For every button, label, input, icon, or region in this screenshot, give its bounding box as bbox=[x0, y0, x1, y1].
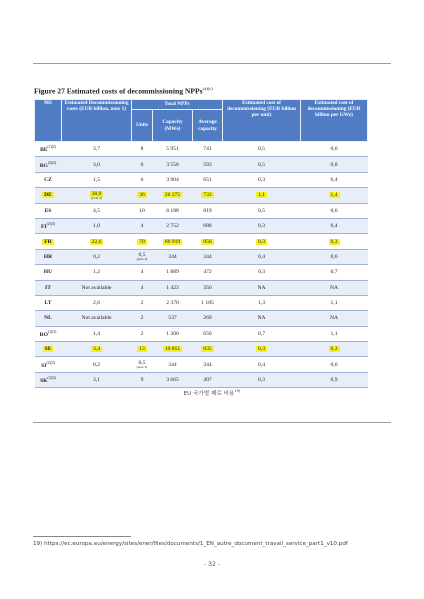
ms-note-ref: (2)(3) bbox=[48, 329, 57, 334]
cell-average-capacity bbox=[193, 188, 223, 203]
cost-per-unit-value: 0,3 bbox=[258, 238, 265, 245]
ms-note-ref: (2)(3) bbox=[47, 160, 57, 165]
cost-per-unit-value: 0,3 bbox=[258, 377, 265, 384]
estimated-cost-value: 3,1 bbox=[93, 377, 100, 384]
cell-cost-per-unit bbox=[223, 372, 301, 387]
cost-per-gwe-value: 0,4 bbox=[330, 223, 338, 230]
cell-cost-per-gwe bbox=[301, 218, 368, 233]
cell-ms bbox=[35, 142, 62, 157]
capacity-value: 10 851 bbox=[164, 346, 181, 353]
cost-per-gwe-value: NA bbox=[329, 315, 339, 322]
cell-ms bbox=[35, 234, 62, 249]
estimated-cost-value: 22,6 bbox=[91, 238, 102, 245]
ms-code: SE bbox=[44, 346, 52, 353]
cell-units bbox=[132, 142, 153, 157]
cell-average-capacity bbox=[193, 234, 223, 249]
top-rule bbox=[33, 63, 391, 64]
cell-ms bbox=[35, 295, 62, 310]
units-value: 6 bbox=[140, 176, 144, 183]
header-estimated-costs: Estimated Decommissioning costs (EUR billion, note 1) bbox=[62, 100, 132, 142]
ms-code: BG bbox=[39, 162, 48, 169]
capacity-value: 3 558 bbox=[166, 161, 179, 168]
estimated-cost-value: Not available bbox=[81, 284, 112, 291]
cost-per-unit-value: 0,7 bbox=[258, 330, 265, 337]
cell-ms bbox=[35, 357, 62, 372]
cell-cost-per-gwe bbox=[301, 249, 368, 264]
cell-estimated-cost bbox=[62, 326, 132, 341]
ms-code: FR bbox=[44, 238, 52, 245]
ms-code: NL bbox=[44, 315, 52, 322]
cost-per-unit-value: 0,3 bbox=[258, 176, 265, 183]
header-units: Units bbox=[132, 110, 153, 142]
cell-cost-per-unit bbox=[223, 142, 301, 157]
figure-caption: EU 국가별 폐로 비용$^{19)}$ bbox=[183, 389, 241, 397]
estimated-cost-value: 1,2 bbox=[93, 269, 100, 276]
cell-capacity bbox=[153, 172, 193, 187]
cell-cost-per-gwe bbox=[301, 342, 368, 357]
cell-ms bbox=[35, 342, 62, 357]
cell-units bbox=[132, 218, 153, 233]
capacity-value: 2 752 bbox=[166, 223, 179, 230]
cell-units bbox=[132, 357, 153, 372]
estimated-cost-value: 38,0 bbox=[91, 190, 102, 197]
ms-code: ES bbox=[44, 207, 52, 214]
cell-ms bbox=[35, 218, 62, 233]
cell-cost-per-unit bbox=[223, 234, 301, 249]
cost-per-gwe-value: 1,1 bbox=[330, 330, 338, 337]
units-value: 10 bbox=[139, 207, 145, 214]
estimated-cost-value: 4,5 bbox=[93, 207, 100, 214]
capacity-value: 537 bbox=[168, 315, 177, 322]
cell-ms bbox=[35, 326, 62, 341]
cell-capacity bbox=[153, 372, 193, 387]
cell-estimated-cost bbox=[62, 172, 132, 187]
cell-units bbox=[132, 372, 153, 387]
cost-per-unit-value: 1,1 bbox=[258, 192, 265, 199]
cost-per-gwe-value: NA bbox=[329, 284, 339, 291]
capacity-value: 1 889 bbox=[166, 269, 179, 276]
cell-capacity bbox=[153, 357, 193, 372]
cost-per-unit-value: 0,4 bbox=[258, 361, 265, 368]
cell-estimated-cost bbox=[62, 234, 132, 249]
capacity-value: 1 423 bbox=[166, 284, 179, 291]
ms-code: RO bbox=[39, 331, 48, 338]
cell-average-capacity bbox=[193, 280, 223, 295]
cell-average-capacity bbox=[193, 157, 223, 172]
footnote: 19) https://ec.europa.eu/energy/sites/ener/files/documents/1_EN_autre_document_travail_service_part1_v10.pdf bbox=[33, 541, 348, 547]
cell-cost-per-gwe bbox=[301, 172, 368, 187]
cell-estimated-cost bbox=[62, 342, 132, 357]
table-body bbox=[35, 142, 368, 388]
average-capacity-value: 819 bbox=[203, 207, 212, 214]
cell-ms bbox=[35, 172, 62, 187]
estimated-cost-value: 0,2 bbox=[93, 253, 100, 260]
units-value: 6 bbox=[140, 161, 144, 168]
cost-per-unit-value: 1,3 bbox=[258, 300, 265, 307]
cell-units bbox=[132, 280, 153, 295]
capacity-value: 2 370 bbox=[166, 300, 179, 307]
page-number: - 32 - bbox=[203, 561, 221, 568]
estimated-cost-value: 1,5 bbox=[93, 176, 100, 183]
cost-per-gwe-value: 0,3 bbox=[330, 346, 338, 353]
average-capacity-value: 741 bbox=[203, 146, 212, 153]
estimated-cost-note: (note 2) bbox=[91, 195, 102, 200]
cost-per-gwe-value: 0,9 bbox=[330, 377, 338, 384]
cell-capacity bbox=[153, 326, 193, 341]
cell-cost-per-gwe bbox=[301, 265, 368, 280]
table-row bbox=[35, 218, 368, 233]
table-row bbox=[35, 372, 368, 387]
cell-cost-per-gwe bbox=[301, 372, 368, 387]
average-capacity-value: 651 bbox=[203, 176, 212, 183]
cost-per-gwe-value: 0,6 bbox=[330, 361, 338, 368]
ms-code: DE bbox=[44, 192, 52, 199]
cell-cost-per-unit bbox=[223, 203, 301, 218]
cell-units bbox=[132, 249, 153, 264]
cell-average-capacity bbox=[193, 295, 223, 310]
cost-per-unit-value: 0,5 bbox=[258, 161, 265, 168]
table-row bbox=[35, 234, 368, 249]
cost-per-gwe-value: 0,7 bbox=[330, 269, 338, 276]
cell-cost-per-unit bbox=[223, 357, 301, 372]
units-note: (note 3) bbox=[136, 364, 148, 369]
cell-units bbox=[132, 157, 153, 172]
cell-capacity bbox=[153, 203, 193, 218]
ms-code: HR bbox=[43, 253, 53, 260]
cost-per-gwe-value: 0,6 bbox=[330, 207, 338, 214]
average-capacity-value: 593 bbox=[203, 161, 212, 168]
cell-cost-per-gwe bbox=[301, 311, 368, 326]
cell-cost-per-unit bbox=[223, 172, 301, 187]
cell-cost-per-unit bbox=[223, 280, 301, 295]
cell-average-capacity bbox=[193, 311, 223, 326]
estimated-cost-value: 1,4 bbox=[93, 330, 100, 337]
table-row bbox=[35, 280, 368, 295]
cell-average-capacity bbox=[193, 203, 223, 218]
cell-units bbox=[132, 265, 153, 280]
cell-ms bbox=[35, 203, 62, 218]
cell-ms bbox=[35, 249, 62, 264]
cell-units bbox=[132, 188, 153, 203]
units-note: (note 3) bbox=[136, 257, 148, 262]
units-value: 4 bbox=[140, 223, 144, 230]
header-cost-per-gwe: Estimated cost of decommissioning (EUR billion per GWe) bbox=[301, 100, 368, 142]
cell-units bbox=[132, 295, 153, 310]
units-value: 9 bbox=[140, 377, 144, 384]
estimated-cost-value: 1,0 bbox=[93, 223, 100, 230]
units-value: 2 bbox=[140, 315, 144, 322]
table-row bbox=[35, 295, 368, 310]
cell-capacity bbox=[153, 249, 193, 264]
ms-code: LT bbox=[44, 300, 52, 307]
cell-average-capacity bbox=[193, 142, 223, 157]
units-value: 0,5 bbox=[138, 359, 146, 366]
cell-estimated-cost bbox=[62, 295, 132, 310]
cell-capacity bbox=[153, 234, 193, 249]
estimated-cost-value: 0,2 bbox=[93, 361, 100, 368]
cell-ms bbox=[35, 157, 62, 172]
cell-ms bbox=[35, 311, 62, 326]
estimated-cost-value: 2,6 bbox=[93, 300, 100, 307]
cost-per-gwe-value: 1,1 bbox=[330, 300, 338, 307]
cell-cost-per-gwe bbox=[301, 295, 368, 310]
table-row bbox=[35, 265, 368, 280]
cell-cost-per-gwe bbox=[301, 234, 368, 249]
units-value: 70 bbox=[139, 238, 145, 245]
units-value: 8 bbox=[140, 146, 144, 153]
cell-estimated-cost bbox=[62, 372, 132, 387]
cell-estimated-cost bbox=[62, 280, 132, 295]
header-total-npps: Total NPPs bbox=[132, 100, 223, 110]
table-row bbox=[35, 342, 368, 357]
cell-cost-per-gwe bbox=[301, 188, 368, 203]
units-value: 36 bbox=[139, 192, 145, 199]
estimated-cost-value: 3,4 bbox=[93, 346, 100, 353]
table-row bbox=[35, 157, 368, 172]
cell-units bbox=[132, 172, 153, 187]
cell-units bbox=[132, 326, 153, 341]
average-capacity-value: 269 bbox=[203, 315, 212, 322]
cell-cost-per-unit bbox=[223, 311, 301, 326]
cost-per-unit-value: 0,5 bbox=[258, 146, 265, 153]
units-value: 4 bbox=[140, 269, 144, 276]
cell-cost-per-gwe bbox=[301, 157, 368, 172]
header-cost-per-unit: Estimated cost of decommissioning (EUR billion per unit) bbox=[223, 100, 301, 142]
average-capacity-value: 356 bbox=[203, 284, 212, 291]
capacity-value: 66 919 bbox=[164, 238, 181, 245]
units-value: 4 bbox=[140, 284, 144, 291]
cost-per-unit-value: NA bbox=[257, 284, 266, 291]
cell-average-capacity bbox=[193, 172, 223, 187]
cell-capacity bbox=[153, 342, 193, 357]
cost-per-unit-value: 0,3 bbox=[258, 223, 265, 230]
ms-code: HU bbox=[43, 269, 53, 276]
units-value: 13 bbox=[139, 346, 145, 353]
capacity-value: 1 300 bbox=[166, 330, 179, 337]
cell-cost-per-unit bbox=[223, 326, 301, 341]
capacity-value: 8 188 bbox=[166, 207, 179, 214]
cell-estimated-cost bbox=[62, 142, 132, 157]
cell-average-capacity bbox=[193, 357, 223, 372]
cost-per-unit-value: 0,4 bbox=[258, 253, 265, 260]
cell-estimated-cost bbox=[62, 157, 132, 172]
cell-cost-per-gwe bbox=[301, 142, 368, 157]
units-value: 0,5 bbox=[138, 252, 146, 259]
average-capacity-value: 650 bbox=[203, 330, 212, 337]
ms-code: BE bbox=[40, 147, 48, 154]
average-capacity-value: 407 bbox=[203, 377, 212, 384]
figure-title: Figure 27 Estimated costs of decommissioning NPPs$^{(a)(c)}$ bbox=[34, 86, 213, 96]
capacity-value: 5 951 bbox=[166, 146, 179, 153]
cell-capacity bbox=[153, 218, 193, 233]
cell-cost-per-unit bbox=[223, 157, 301, 172]
cell-average-capacity bbox=[193, 265, 223, 280]
cell-cost-per-unit bbox=[223, 188, 301, 203]
cell-estimated-cost bbox=[62, 265, 132, 280]
cell-cost-per-unit bbox=[223, 295, 301, 310]
header-average-capacity: Average capacity bbox=[193, 110, 223, 142]
cell-estimated-cost bbox=[62, 249, 132, 264]
footnote-rule bbox=[33, 536, 131, 537]
cell-cost-per-gwe bbox=[301, 280, 368, 295]
cell-ms bbox=[35, 265, 62, 280]
cell-estimated-cost bbox=[62, 311, 132, 326]
units-value: 2 bbox=[140, 300, 144, 307]
cell-ms bbox=[35, 280, 62, 295]
cell-cost-per-gwe bbox=[301, 326, 368, 341]
cell-estimated-cost bbox=[62, 218, 132, 233]
ms-note-ref: (2)(3) bbox=[46, 360, 55, 365]
cost-per-gwe-value: 0,4 bbox=[330, 176, 338, 183]
ms-code: SK bbox=[40, 377, 48, 384]
average-capacity-value: 1 185 bbox=[201, 300, 214, 307]
average-capacity-value: 835 bbox=[203, 346, 212, 353]
estimated-cost-value: 3,0 bbox=[93, 161, 100, 168]
cell-capacity bbox=[153, 311, 193, 326]
cost-per-gwe-value: 1,4 bbox=[330, 192, 338, 199]
cell-average-capacity bbox=[193, 249, 223, 264]
cost-per-gwe-value: 0,3 bbox=[330, 238, 338, 245]
cell-units bbox=[132, 234, 153, 249]
table-row bbox=[35, 326, 368, 341]
capacity-value: 3 904 bbox=[166, 176, 179, 183]
ms-note-ref: (2)(3) bbox=[46, 222, 55, 227]
cell-capacity bbox=[153, 142, 193, 157]
cell-cost-per-unit bbox=[223, 249, 301, 264]
average-capacity-value: 344 bbox=[203, 361, 212, 368]
cell-capacity bbox=[153, 280, 193, 295]
cell-capacity bbox=[153, 157, 193, 172]
cost-per-unit-value: 0,3 bbox=[258, 269, 265, 276]
estimated-cost-value: 3,7 bbox=[93, 146, 100, 153]
table-row bbox=[35, 142, 368, 157]
table-row bbox=[35, 188, 368, 203]
cell-cost-per-unit bbox=[223, 265, 301, 280]
cost-per-unit-value: 0,5 bbox=[258, 207, 265, 214]
capacity-value: 3 665 bbox=[166, 377, 179, 384]
capacity-value: 26 375 bbox=[164, 192, 181, 199]
cell-units bbox=[132, 311, 153, 326]
cell-cost-per-unit bbox=[223, 342, 301, 357]
cell-cost-per-gwe bbox=[301, 357, 368, 372]
ms-code: FI bbox=[41, 224, 47, 231]
cell-average-capacity bbox=[193, 342, 223, 357]
cell-capacity bbox=[153, 265, 193, 280]
table-row bbox=[35, 357, 368, 372]
cell-average-capacity bbox=[193, 326, 223, 341]
ms-note-ref: (2)(3) bbox=[47, 376, 56, 381]
cell-units bbox=[132, 342, 153, 357]
average-capacity-value: 733 bbox=[203, 192, 212, 199]
ms-note-ref: (1)(2) bbox=[47, 145, 56, 150]
cell-cost-per-unit bbox=[223, 218, 301, 233]
table-row bbox=[35, 311, 368, 326]
header-capacity: Capacity (MWe) bbox=[153, 110, 193, 142]
cell-cost-per-gwe bbox=[301, 203, 368, 218]
ms-code: IT bbox=[45, 284, 51, 291]
cost-per-gwe-value: 0,6 bbox=[330, 253, 338, 260]
units-value: 2 bbox=[140, 330, 144, 337]
cost-per-unit-value: NA bbox=[257, 315, 266, 322]
cell-units bbox=[132, 203, 153, 218]
cell-ms bbox=[35, 188, 62, 203]
cell-estimated-cost bbox=[62, 357, 132, 372]
table-row bbox=[35, 172, 368, 187]
ms-code: CZ bbox=[44, 176, 52, 183]
table-row bbox=[35, 249, 368, 264]
capacity-value: 344 bbox=[168, 253, 177, 260]
header-ms: MS bbox=[35, 100, 62, 142]
cell-capacity bbox=[153, 188, 193, 203]
table-row bbox=[35, 203, 368, 218]
average-capacity-value: 472 bbox=[203, 269, 212, 276]
cell-estimated-cost bbox=[62, 188, 132, 203]
cell-average-capacity bbox=[193, 218, 223, 233]
average-capacity-value: 344 bbox=[203, 253, 212, 260]
cell-capacity bbox=[153, 295, 193, 310]
cost-per-gwe-value: 0,8 bbox=[330, 161, 338, 168]
bottom-rule bbox=[33, 422, 391, 423]
average-capacity-value: 956 bbox=[203, 238, 212, 245]
cost-per-gwe-value: 0,6 bbox=[330, 146, 338, 153]
cell-estimated-cost bbox=[62, 203, 132, 218]
capacity-value: 344 bbox=[168, 361, 177, 368]
cost-per-unit-value: 0,3 bbox=[258, 346, 265, 353]
ms-code: SI bbox=[41, 362, 47, 369]
cell-ms bbox=[35, 372, 62, 387]
average-capacity-value: 688 bbox=[203, 223, 212, 230]
cell-average-capacity bbox=[193, 372, 223, 387]
estimated-cost-value: Not available bbox=[81, 315, 112, 322]
decommissioning-costs-table bbox=[34, 99, 368, 388]
